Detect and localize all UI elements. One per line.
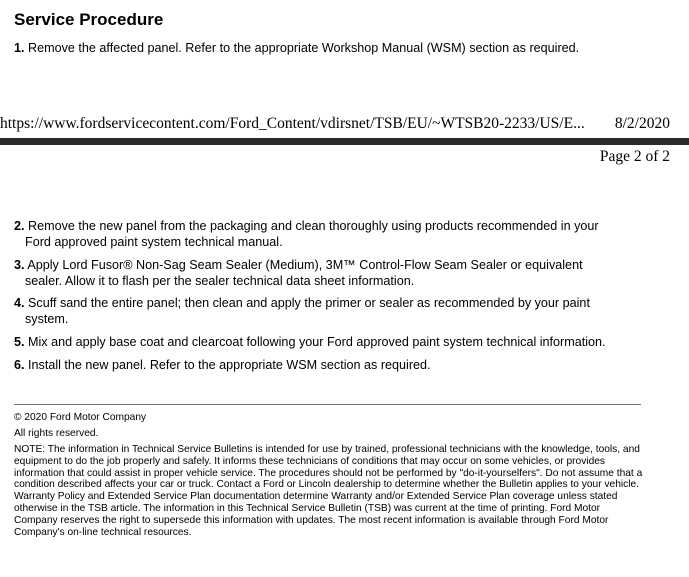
rights-line: All rights reserved. (14, 428, 99, 439)
step-text-line2: system. (25, 311, 69, 326)
step-3 (14, 258, 649, 289)
step-4 (14, 296, 649, 327)
step-number: 5. (14, 335, 25, 349)
disclaimer-note: NOTE: The information in Technical Service Bulletins is intended for use by trained, professional technicians with the knowledge, tools, and equipment to do the job properly and safely. It informs these technicians of conditions that may occur on some vehicles, or provides information that could assist in proper vehicle service. The procedures should not be performed by "do-it-yourselfers". Do not assume that a condition described affects your car or truck. Contact a Ford or Lincoln dealership to determine whether the Bulletin applies to your vehicle. Warranty Policy and Extended Service Plan documentation determine Warranty and/or Extended Service Plan coverage unless stated otherwise in the TSB article. The information in this Technical Service Bulletin (TSB) was current at the time of printing. Ford Motor Company reserves the right to supersede this information with updates. The most recent information is available through Ford Motor Company's on-line technical resources. (14, 444, 643, 538)
step-text-line1: Scuff sand the entire panel; then clean and apply the primer or sealer as recommended by your paint (28, 296, 590, 310)
footer-divider (14, 404, 641, 405)
print-url: https://www.fordservicecontent.com/Ford_Content/vdirsnet/TSB/EU/~WTSB20-2233/US/E... (0, 115, 585, 132)
step-text-line2: sealer. Allow it to flash per the sealer technical data sheet information. (25, 273, 415, 288)
copyright-line: © 2020 Ford Motor Company (14, 412, 147, 423)
step-1 (14, 41, 649, 57)
step-number: 4. (14, 296, 25, 310)
page-break-bar (0, 138, 689, 145)
step-text: Install the new panel. Refer to the appropriate WSM section as required. (28, 358, 431, 372)
step-text-line1: Remove the new panel from the packaging and clean thoroughly using products recommended in your (28, 219, 599, 233)
step-text: Remove the affected panel. Refer to the appropriate Workshop Manual (WSM) section as required. (28, 41, 580, 55)
print-date: 8/2/2020 (614, 115, 670, 132)
step-text-line2: Ford approved paint system technical manual. (25, 234, 283, 249)
step-5 (14, 335, 649, 351)
step-number: 1. (14, 41, 25, 55)
step-6 (14, 358, 649, 374)
step-2 (14, 219, 649, 250)
step-number: 2. (14, 219, 25, 233)
step-text: Mix and apply base coat and clearcoat following your Ford approved paint system technical information. (28, 335, 606, 349)
step-text-line1: Apply Lord Fusor® Non-Sag Seam Sealer (Medium), 3M™ Control-Flow Seam Sealer or equivalent (27, 258, 583, 272)
page-number: Page 2 of 2 (599, 148, 670, 165)
step-number: 6. (14, 358, 25, 372)
section-heading: Service Procedure (14, 10, 164, 29)
step-number: 3. (14, 258, 25, 272)
